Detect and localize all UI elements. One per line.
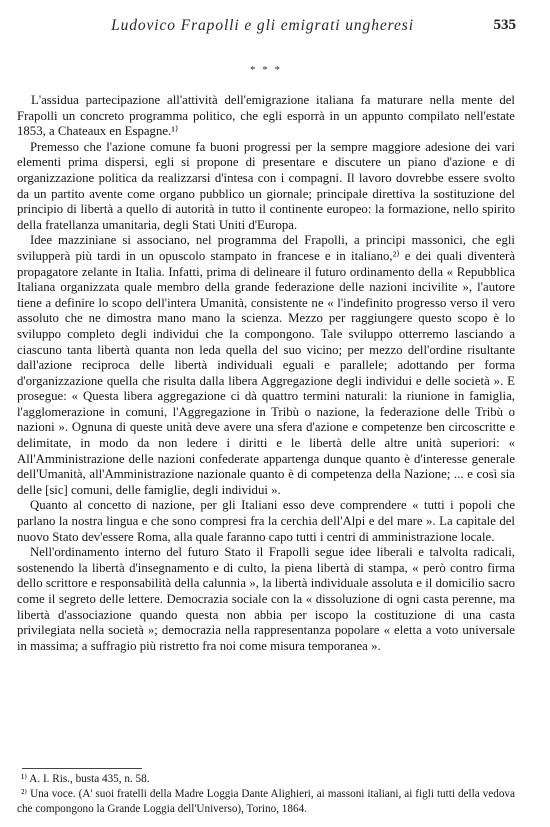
page-number: 535 bbox=[493, 17, 516, 33]
section-break-asterisks: * * * bbox=[250, 64, 282, 76]
paragraph-1: L'assidua partecipazione all'attività dell'emigrazione italiana fa maturare nella mente del Frapolli un concreto programma politico, che egli esporrà in un appunto compilato nell'estate 1853, a Chateaux en Espagne.¹⁾ bbox=[17, 93, 515, 139]
footnotes bbox=[17, 772, 515, 817]
paragraph-2: Premesso che l'azione comune fa buoni progressi per la sempre maggiore adesione dei vari elementi prima dispersi, egli si propone di presentare e discutere un piano d'azione e di organizzazione politica da realizzarsi d'intesa con i compagni. Il lavoro dovrebbe essere svolto da un partito avente come organo pubblico un giornale; principale direttiva la sostituzione del principio di libertà a quello di autorità in tutto il continente europeo: la formazione, nello spirito della fratellanza umanitaria, degli Stati Uniti d'Europa. bbox=[17, 139, 515, 232]
running-header bbox=[0, 17, 550, 39]
body-text bbox=[17, 93, 515, 654]
footnote-2: ²⁾ Una voce. (A' suoi fratelli della Madre Loggia Dante Alighieri, ai massoni italiani, ai figli tutti della vedova che compongono la Grande Loggia dell'Universo), Torino, 1864. bbox=[17, 788, 515, 815]
paragraph-3: Idee mazziniane si associano, nel programma del Frapolli, a principi massonici, che egli svilupperà più tardi in un opuscolo stampato in francese e in italiano,²⁾ e dei quali diventerà propagatore zelante in Italia. Infatti, prima di delineare il futuro ordinamento della « Repubblica Italiana organizzata quale membro della grande federazione delle nazioni incivilite », l'autore tiene a definire lo scopo dell'intera Umanità, consistente ne « l'indefinito progresso verso il vero assoluto che ne dimostra mano mano la scienza. Mezzo per raggiungere questo scopo è lo sviluppo completo degli individui che la compongono. Tale sviluppo otterremo lasciando a ciascuno tanta libertà quanta non leda quella del suo vicino; per mezzo dell'ordine risultante dall'azione reciproca delle libertà individuali eguali e parallele; adottando per forma d'organizzazione quella che risulta dalla libera Aggregazione degli individui e delle società ». E prosegue: « Questa libera aggregazione ci dà quattro termini naturali: la riunione in famiglia, l'agglomerazione in comuni, l'Aggregazione in Tribù o nazione, la federazione delle Tribù o nazioni ». Ognuna di queste unità deve avere una sfera d'azione e competenze ben circoscritte e delimitate, in modo da non ledere i diritti e le libertà delle altre unità superiori: « All'Amministrazione delle nazioni confederate appartenga dunque quanto è d'interesse generale dell'Umanità, all'Amministrazione nazionale quanto è di competenza della Nazione; ... e così sia delle [sic] comuni, delle famiglie, degli individui ». bbox=[17, 233, 515, 497]
paragraph-4: Quanto al concetto di nazione, per gli Italiani esso deve comprendere « tutti i popoli che parlano la nostra lingua e che sono compresi fra la cerchia dell'Alpi e del mare ». La capitale del nuovo Stato dev'essere Roma, alla quale faranno capo tutti i centri di amministrazione locale. bbox=[17, 498, 515, 544]
footnote-1: ¹⁾ A. I. Ris., busta 435, n. 58. bbox=[21, 773, 150, 785]
running-title: Ludovico Frapolli e gli emigrati ungheresi bbox=[111, 17, 414, 34]
paragraph-5: Nell'ordinamento interno del futuro Stato il Frapolli segue idee liberali e talvolta radicali, sostenendo la libertà d'insegnamento e di culto, la piena libertà di stampa, « però contro firma dello scrittore e responsabilità della calunnia », la libertà individuale assoluta e il domicilio sacro come il segreto delle lettere. Democrazia sociale con la « dissoluzione di ogni casta perenne, ma libertà d'associazione quando questa non abbia per iscopo la costituzione di una casta privilegiata nella società »; democrazia nella rappresentanza popolare « eletta a voto universale in massima; a suffragio più ristretto fra noi come misura temporanea ». bbox=[17, 545, 515, 653]
footnote-divider bbox=[22, 768, 142, 769]
